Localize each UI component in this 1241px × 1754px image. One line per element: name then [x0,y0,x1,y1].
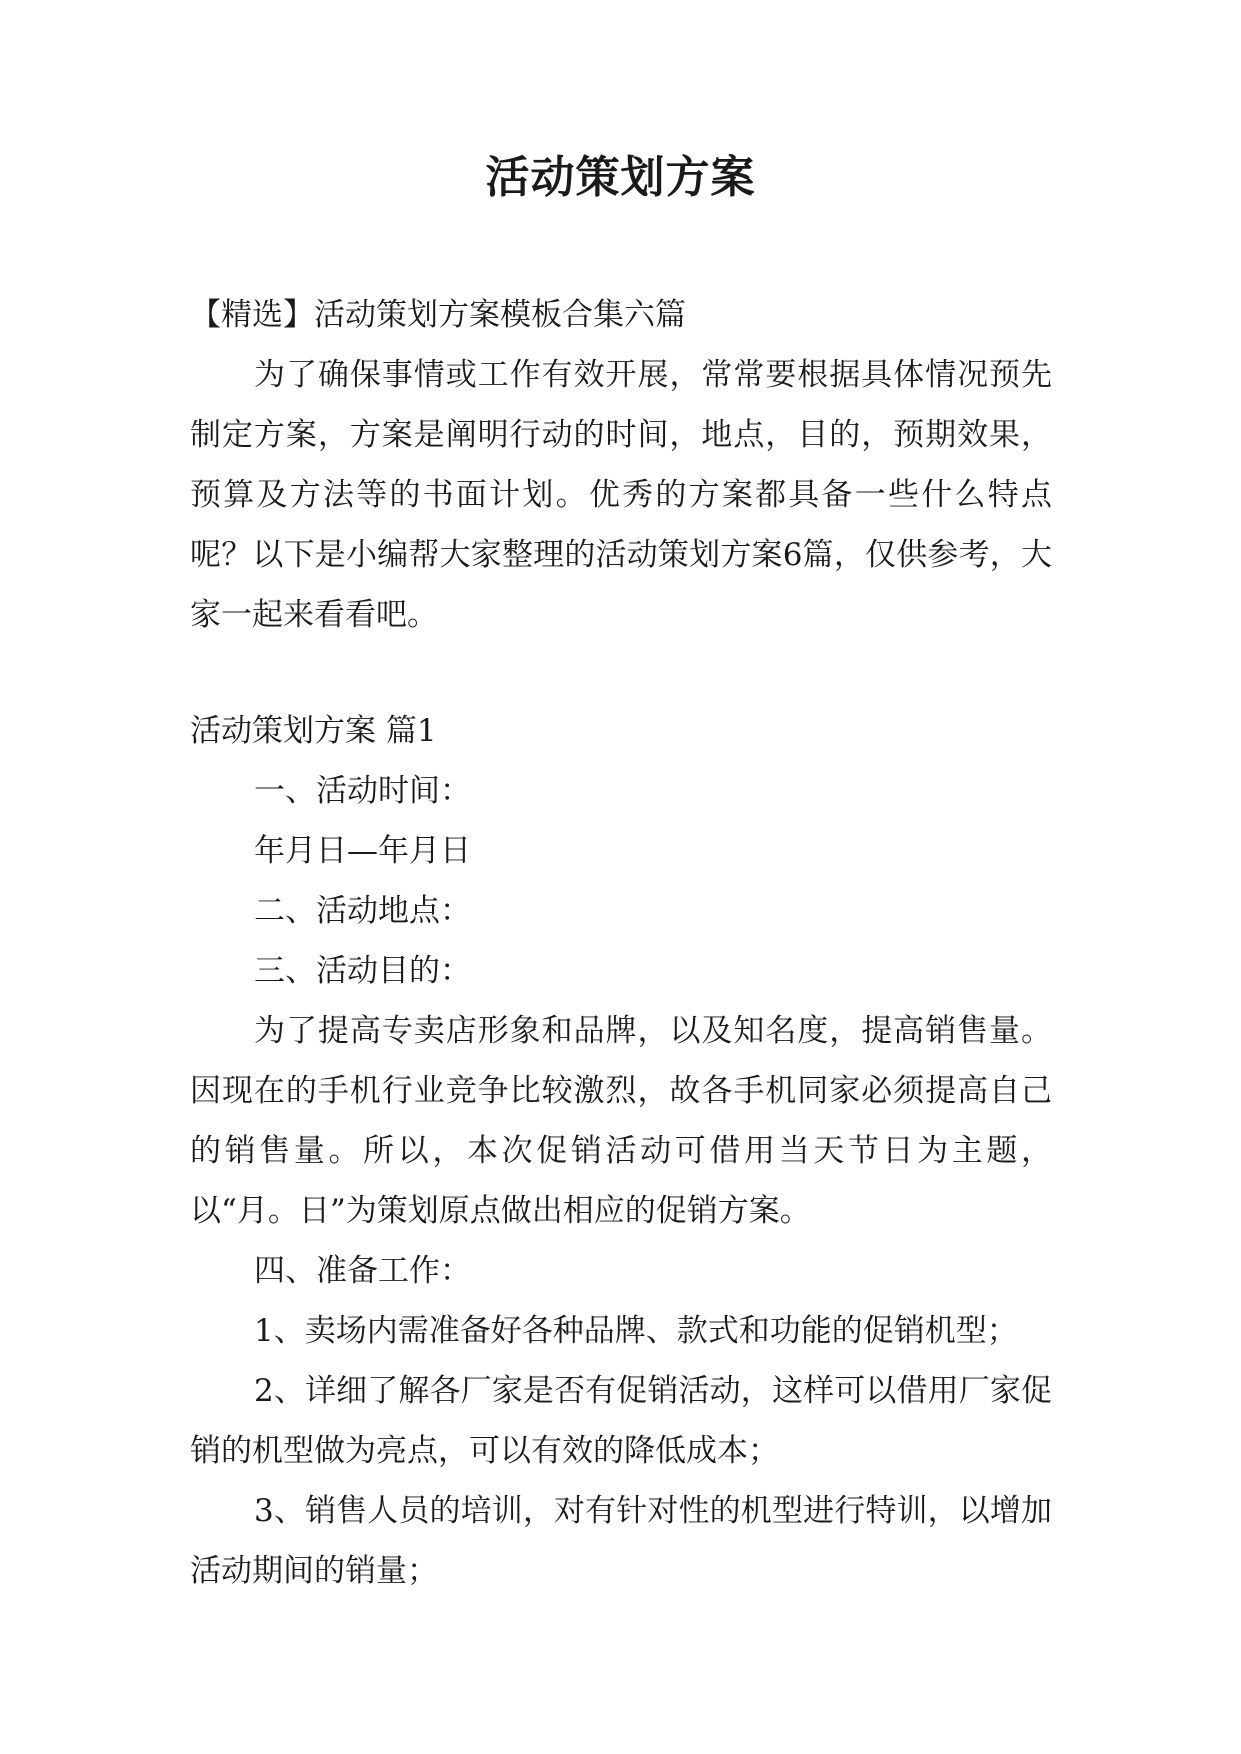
document-title: 活动策划方案 [485,152,756,203]
prep-item-3: 3、销售人员的培训，对有针对性的机型进行特训，以增加活动期间的销量； [190,1493,1052,1589]
item-place-label: 二、活动地点： [254,893,471,929]
prep-item-2: 2、详细了解各厂家是否有促销活动，这样可以借用厂家促销的机型做为亮点，可以有效的降低成本； [190,1373,1052,1469]
document-body [190,285,1052,1601]
section-heading: 活动策划方案 篇1 [190,713,437,749]
document-subtitle: 【精选】活动策划方案模板合集六篇 [190,297,686,333]
section-spacer [190,645,1052,701]
goal-paragraph: 为了提高专卖店形象和品牌，以及知名度，提高销售量。因现在的手机行业竞争比较激烈，故各手机同家必须提高自己的销售量。所以，本次促销活动可借用当天节日为主题，以“月。日”为策划原点做出相应的促销方案。 [190,1013,1052,1229]
intro-paragraph: 为了确保事情或工作有效开展，常常要根据具体情况预先制定方案，方案是阐明行动的时间，地点，目的，预期效果，预算及方法等的书面计划。优秀的方案都具备一些什么特点呢？以下是小编帮大家整理的活动策划方案6篇，仅供参考，大家一起来看看吧。 [190,357,1052,633]
item-time-value: 年月日—年月日 [254,833,471,869]
item-prep-label: 四、准备工作： [254,1253,471,1289]
prep-item-1: 1、卖场内需准备好各种品牌、款式和功能的促销机型； [254,1313,1018,1349]
item-goal-label: 三、活动目的： [254,953,471,989]
item-time-label: 一、活动时间： [254,773,471,809]
